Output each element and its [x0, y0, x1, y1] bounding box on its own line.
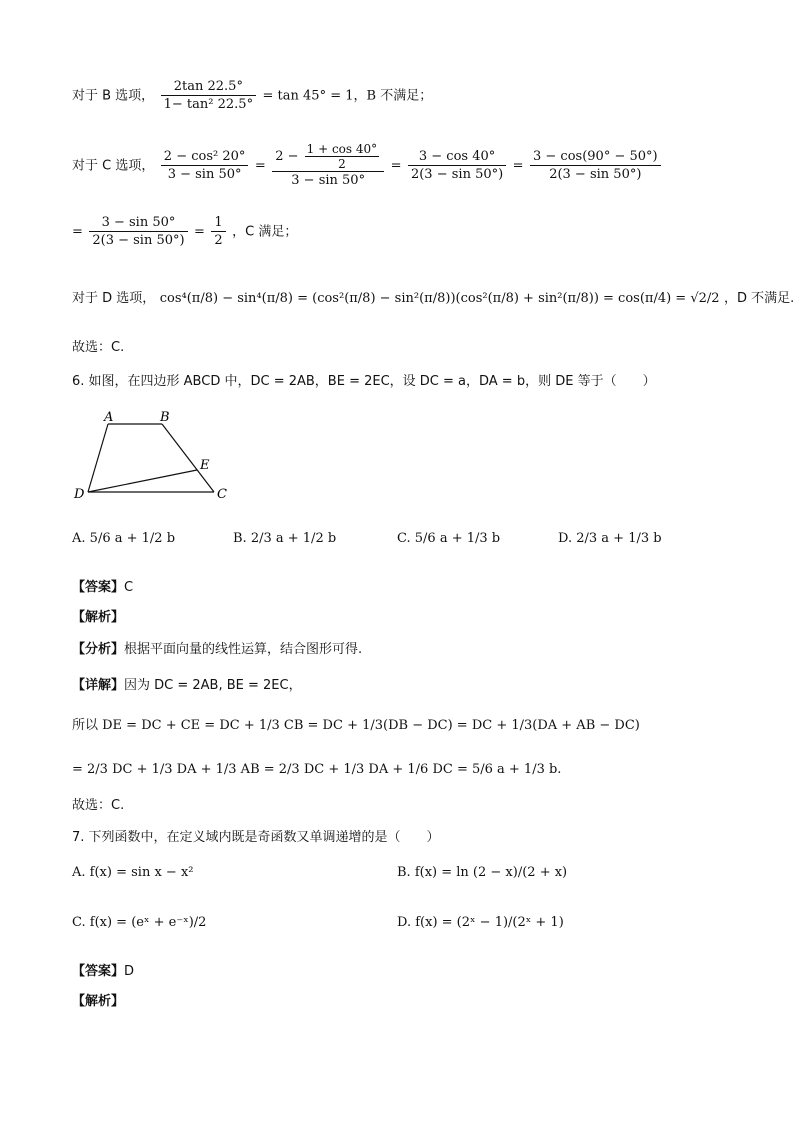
c-f4-denominator: 2(3 − sin 50°)	[549, 167, 642, 182]
q7-option-b-text: f(x) = ln (2 − x)/(2 + x)	[414, 865, 568, 880]
d-option-expression: cos⁴(π/8) − sin⁴(π/8) = (cos²(π/8) − sin²(π/8))(cos²(π/8) + sin²(π/8)) = cos(π/4) = √2/2	[159, 291, 720, 306]
q6-option-a-label: A.	[72, 531, 86, 546]
b-option-line	[72, 78, 432, 113]
q7-answer-value: D	[124, 964, 135, 979]
c-half-denominator: 2	[214, 233, 223, 248]
q7-option-d-text: f(x) = (2ˣ − 1)/(2ˣ + 1)	[415, 915, 564, 930]
c-option-line-1: 对于 C 选项， $\frac{\text{2 − cos² 20°}}{3 - \sin 50^\circ}$ = 2 − $\frac{1 + \cos 40^\circ}{2}$ 3 − sin 50° = $\frac{3 - \cos 40^\circ}{2(3 - \sin 50^\circ)}$ = $\frac{3 - \cos(90^\circ - 50^\circ)}{2(3 - \sin 50^\circ)}$	[72, 142, 663, 189]
q5-choice: 故选：C.	[72, 340, 125, 355]
b-option-result: = tan 45° = 1，B 不满足；	[262, 88, 433, 104]
q7-option-c-text: f(x) = (eˣ + e⁻ˣ)/2	[89, 915, 207, 930]
q6-fenxi-text: 根据平面向量的线性运算，结合图形可得.	[124, 642, 363, 657]
c-option-prefix: 对于 C 选项，	[72, 158, 155, 174]
d-option-prefix: 对于 D 选项，	[72, 291, 156, 306]
c-l2-denominator: 2(3 − sin 50°)	[92, 233, 185, 248]
q7-option-b-label: B.	[397, 865, 411, 880]
d-option-tail: ，D 不满足.	[723, 291, 794, 306]
q7-option-d[interactable]	[397, 914, 564, 932]
q6-jiexi-tag: 【解析】	[72, 610, 125, 625]
c-f2-inner-fraction	[305, 142, 380, 171]
c-f3-denominator: 2(3 − sin 50°)	[410, 167, 504, 182]
c-l2-half	[211, 214, 225, 249]
d-option-line	[72, 288, 794, 309]
q7-option-c-label: C.	[72, 915, 86, 930]
q6-derivation-line-2: = 2/3 DC + 1/3 DA + 1/3 AB = 2/3 DC + 1/3 DA + 1/6 DC = 5/6 a + 1/3 b.	[72, 762, 562, 777]
c-l2-numerator: 3 − sin 50°	[89, 214, 187, 232]
q6-option-b-text: 2/3 a + 1/2 b	[250, 531, 337, 546]
c-l2-fraction	[89, 214, 187, 249]
c-fraction-4	[530, 148, 661, 183]
q6-option-a-text: 5/6 a + 1/2 b	[89, 531, 176, 546]
q6-option-a[interactable]	[72, 530, 175, 548]
q7-option-a-text: f(x) = sin x − x²	[89, 865, 194, 880]
c-f1-denominator: 3 − sin 50°	[167, 167, 242, 182]
c-f4-numerator: 3 − cos(90° − 50°)	[530, 148, 661, 166]
q6-option-b-label: B.	[233, 531, 247, 546]
q6-option-c-label: C.	[397, 531, 411, 546]
b-fraction-denominator: 1− tan² 22.5°	[163, 97, 254, 112]
b-option-prefix: 对于 B 选项，	[72, 88, 155, 104]
q7-jiexi-tag: 【解析】	[72, 994, 125, 1009]
c-f2-top: 2 −	[275, 149, 299, 164]
q7-option-d-label: D.	[397, 915, 412, 930]
c-option-tail: ，C 满足；	[232, 224, 298, 240]
label-b: B	[160, 410, 170, 425]
q6-fenxi-tag: 【分析】	[72, 642, 125, 657]
c-half-numerator: 1	[211, 214, 225, 232]
c-f1-numerator: 2 − cos² 20°	[161, 148, 249, 166]
c-option-line-2: = $\frac{3 - \sin 50^\circ}{2(3 - \sin 50^\circ)}$ = $\frac{1}{2}$ ，C 满足；	[72, 215, 298, 248]
q7-option-a[interactable]	[72, 864, 193, 882]
q6-xiangjie-text: 因为 DC = 2AB, BE = 2EC，	[124, 678, 302, 693]
q7-option-c[interactable]	[72, 914, 206, 932]
label-a: A	[104, 410, 114, 425]
q6-option-b[interactable]	[233, 530, 336, 548]
q6-option-d-text: 2/3 a + 1/3 b	[576, 531, 662, 546]
q6-derivation-line-1: 所以 DE = DC + CE = DC + 1/3 CB = DC + 1/3(DB − DC) = DC + 1/3(DA + AB − DC)	[72, 718, 640, 733]
q6-fenxi	[72, 640, 362, 660]
q6-answer-value: C	[124, 580, 134, 595]
c-fraction-1	[161, 148, 249, 183]
q6-option-c-text: 5/6 a + 1/3 b	[414, 531, 501, 546]
q6-option-d[interactable]	[558, 530, 662, 548]
quadrilateral-figure	[70, 408, 240, 508]
c-f2-inner-numerator: 1 + cos 40°	[306, 142, 378, 156]
c-f2-inner-denominator: 2	[338, 157, 346, 171]
q7-answer-tag: 【答案】	[72, 964, 125, 979]
c-f2-numerator	[272, 142, 384, 172]
edge-ad	[88, 424, 108, 492]
b-option-fraction	[161, 78, 256, 113]
q7-option-a-label: A.	[72, 865, 86, 880]
q6-option-d-label: D.	[558, 531, 573, 546]
q6-stem: 6. 如图，在四边形 ABCD 中，DC = 2AB，BE = 2EC，设 DC = a，DA = b，则 DE 等于（ ）	[72, 374, 656, 389]
label-d: D	[74, 487, 85, 502]
q6-xiangjie-tag: 【详解】	[72, 678, 125, 693]
q6-answer-tag: 【答案】	[72, 580, 125, 595]
b-fraction-numerator: 2tan 22.5°	[161, 78, 256, 96]
q6-choice: 故选：C.	[72, 798, 125, 813]
label-e: E	[200, 458, 210, 473]
c-f3-numerator: 3 − cos 40°	[408, 148, 506, 166]
q6-option-c[interactable]	[397, 530, 500, 548]
c-fraction-3	[408, 148, 506, 183]
c-fraction-2	[272, 142, 384, 189]
q7-option-b[interactable]	[397, 864, 567, 882]
q6-answer	[72, 578, 133, 598]
label-c: C	[217, 487, 227, 502]
c-f2-denominator: 3 − sin 50°	[291, 173, 366, 188]
segment-de	[88, 470, 197, 492]
q7-answer	[72, 962, 134, 982]
q7-stem: 7. 下列函数中，在定义域内既是奇函数又单调递增的是（ ）	[72, 830, 440, 845]
q6-xiangjie	[72, 676, 302, 696]
